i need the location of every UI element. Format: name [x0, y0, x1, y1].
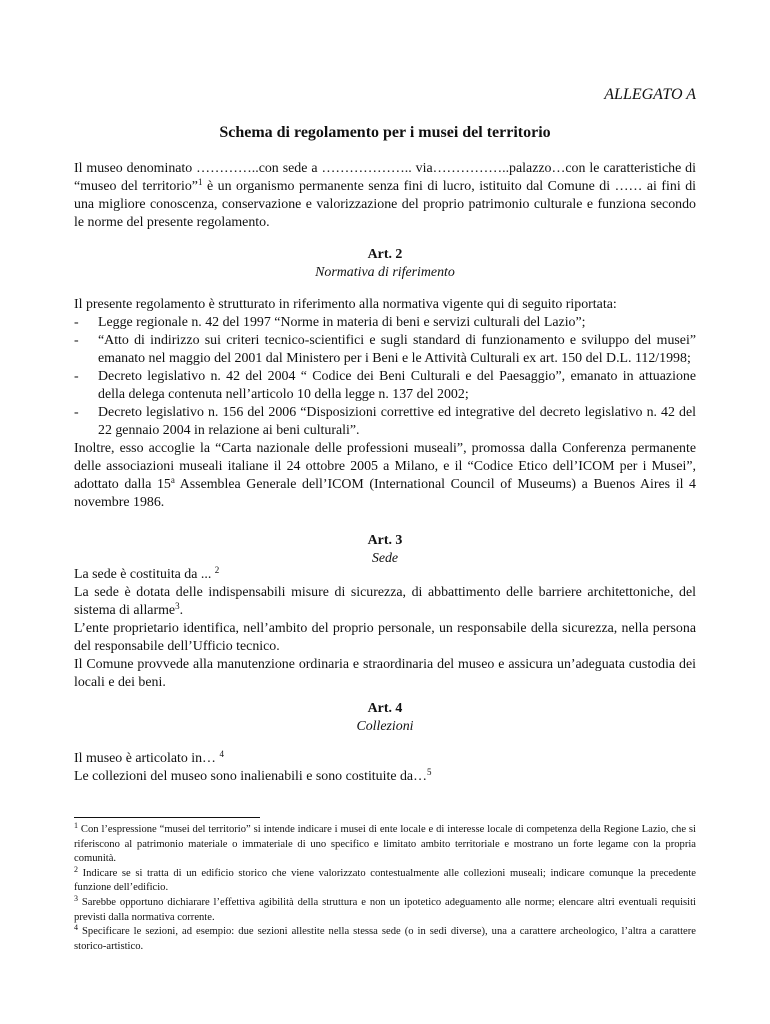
list-item-text: Decreto legislativo n. 156 del 2006 “Disposizioni correttive ed integrative del decreto legislativo n. 42 del 22 gennaio 2004 in relazione ai beni culturali”. [98, 405, 696, 438]
list-item [74, 368, 696, 404]
art3-number: Art. 3 [367, 533, 403, 548]
list-item [74, 404, 696, 440]
art3-body [74, 566, 696, 692]
list-item-text: Legge regionale n. 42 del 1997 “Norme in materia di beni e servizi culturali del Lazio”; [98, 315, 586, 330]
footnote [74, 864, 696, 896]
footnote-text: Indicare se si tratta di un edificio storico che viene valorizzato contestualmente alle collezioni museali; indicare comunque la precedente funzione dell’edificio. [74, 867, 696, 894]
art3-dotata [74, 584, 696, 620]
footnote-text: Specificare le sezioni, ad esempio: due sezioni allestite nella stessa sede (o in sedi diverse), una a carattere archeologico, l’altra a carattere storico-artistico. [74, 926, 696, 952]
footnote-ref-4: 4 [219, 749, 224, 759]
art2-closing [74, 440, 696, 512]
art3-dotata-text: La sede è dotata delle indispensabili misure di sicurezza, di abbattimento delle barriere architettoniche, del sistema di allarme [74, 585, 696, 618]
footnote [74, 925, 696, 954]
ordinal-superscript: a [170, 475, 175, 485]
art4-collezioni [74, 768, 696, 786]
footnote-ref-3: 3 [175, 601, 180, 611]
art3-dotata-end: . [179, 603, 184, 618]
art2-body [74, 296, 696, 512]
art4-collezioni-text: Le collezioni del museo sono inalienabili e sono costituite da… [74, 769, 427, 784]
art4-articolato-text: Il museo è articolato in… [74, 751, 220, 766]
footnote-number: 2 [74, 864, 78, 874]
art2-number: Art. 2 [367, 247, 403, 262]
art3-comune: Il Comune provvede alla manutenzione ordinaria e straordinaria del museo e assicura un’adeguata custodia dei locali e dei beni. [74, 657, 696, 690]
art4-articolato [74, 750, 696, 768]
art4-body [74, 750, 696, 786]
footnote-ref-5: 5 [426, 767, 432, 777]
intro-text-end: è un organismo permanente senza fini di lucro, istituito dal Comune di …… ai fini di una migliore conoscenza, conservazione e valorizzazione del proprio patrimonio culturale e funziona secondo le norme del presente regolamento. [74, 179, 696, 230]
footnote-number: 4 [74, 923, 78, 933]
allegato-label: ALLEGATO A [604, 86, 696, 103]
list-item [74, 332, 696, 368]
list-dash: - [74, 369, 79, 384]
art2-closing-start: Inoltre, esso accoglie la “Carta nazionale delle professioni museali”, promossa dalla Conferenza permanente delle associazioni museali italiane il 24 ottobre 2005 a Milano, e il “Codice Etico dell’ICOM per i Musei”, adottato dalla 15 [74, 441, 696, 492]
art4-header [74, 700, 696, 736]
art3-heading: Sede [371, 551, 399, 566]
footnote-number: 1 [74, 821, 78, 830]
list-dash: - [74, 333, 79, 348]
list-item-text: “Atto di indirizzo sui criteri tecnico-scientifici e sugli standard di funzionamento e sviluppo del musei” emanato nel maggio del 2001 dal Ministero per i Beni e le Attività Culturali ex art. 150 del D.L. 112/1998; [98, 333, 696, 366]
footnote-text: Con l’espressione “musei del territorio” si intende indicare i musei di ente locale e di interesse locale di competenza della Regione Lazio, che si riferiscono al patrimonio materiale o immateriale di uno specifico e limitato ambito territoriale e mostrano un forte legame con la propria comunità. [74, 824, 696, 865]
footnote-text: Sarebbe opportuno dichiarare l’effettiva agibilità della struttura e non un ipotetico adeguamento alle norme; elencare altri eventuali requisiti previsti dalla normativa corrente. [74, 896, 696, 923]
footnotes [74, 823, 696, 954]
intro-text-start: Il museo denominato …………..con sede a ……………….. via……………..palazzo…con le caratteristiche di “museo del territorio” [74, 161, 696, 194]
art2-heading: Normativa di riferimento [315, 265, 455, 280]
art4-heading: Collezioni [356, 719, 414, 734]
list-item-text: Decreto legislativo n. 42 del 2004 “ Codice dei Beni Culturali e del Paesaggio”, emanato in attuazione della delega contenuta nell’articolo 10 della legge n. 137 del 2002; [98, 369, 696, 402]
art3-sede [74, 566, 696, 584]
art3-proprietario: L’ente proprietario identifica, nell’ambito del proprio personale, un responsabile della sicurezza, nella persona del responsabile dell’Ufficio tecnico. [74, 621, 696, 654]
footnote-number: 3 [74, 893, 78, 903]
art3-sede-text: La sede è costituita da ... [74, 567, 215, 582]
footnote [74, 823, 696, 867]
list-item [74, 314, 696, 332]
footnote [74, 893, 696, 925]
list-dash: - [74, 315, 79, 330]
document-title: Schema di regolamento per i musei del territorio [219, 124, 551, 141]
art3-header [74, 532, 696, 568]
intro-paragraph [74, 160, 696, 232]
footnote-ref-1: 1 [197, 177, 203, 187]
art2-header [74, 246, 696, 282]
footnote-ref-2: 2 [214, 565, 220, 575]
art2-lead: Il presente regolamento è strutturato in riferimento alla normativa vigente qui di seguito riportata: [74, 297, 617, 312]
art2-closing-end: Assemblea Generale dell’ICOM (International Council of Museums) a Buenos Aires il 4 novembre 1986. [74, 477, 696, 510]
footnote-separator [74, 817, 260, 818]
art4-number: Art. 4 [367, 701, 403, 716]
list-dash: - [74, 405, 79, 420]
